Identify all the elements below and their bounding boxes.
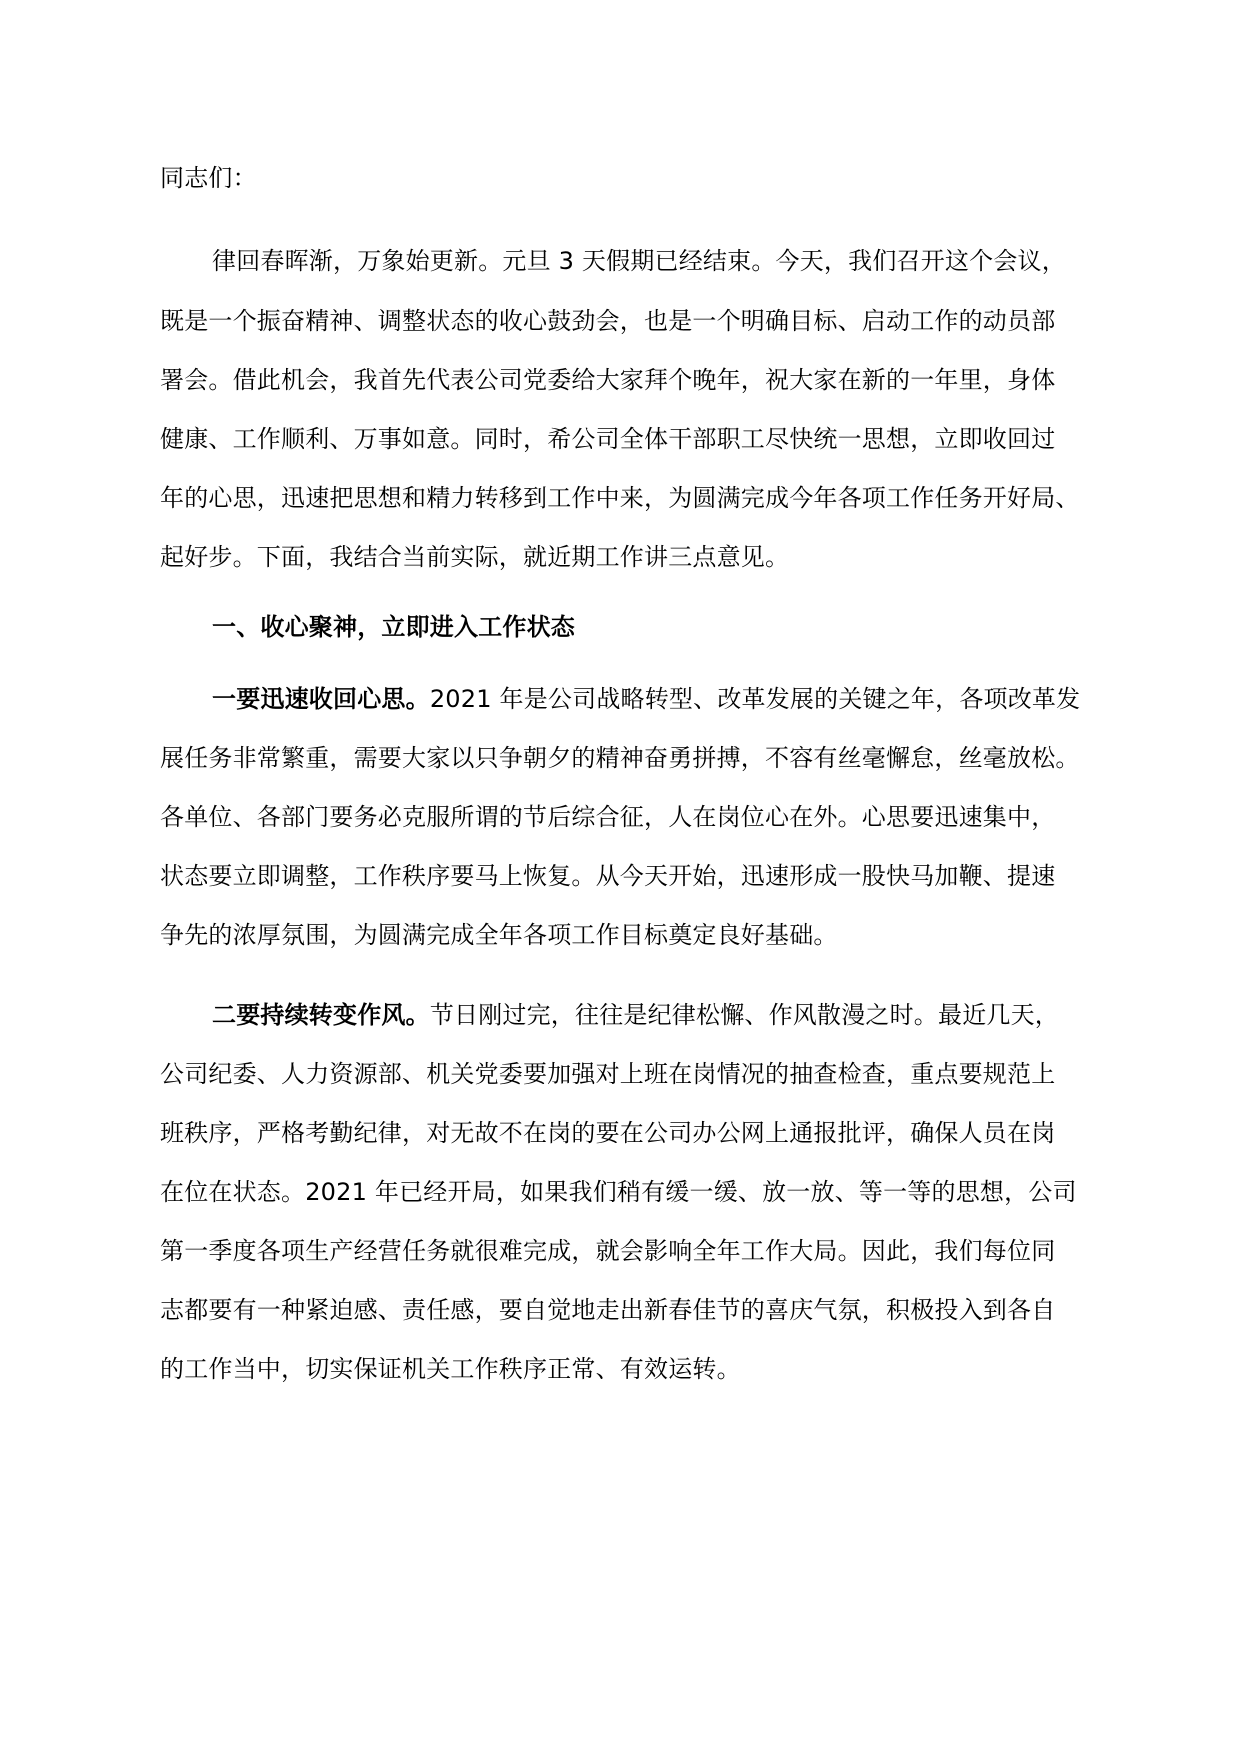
point1-first-line <box>212 684 1080 714</box>
point1-lead: 一要迅速收回心思。 <box>212 685 430 713</box>
point1-first-line-rest: 2021 年是公司战略转型、改革发展的关键之年，各项改革发 <box>429 685 1081 713</box>
point2-line-2: 公司纪委、人力资源部、机关党委要加强对上班在岗情况的抽查检查，重点要规范上 <box>160 1060 1056 1088</box>
salutation: 同志们： <box>160 164 257 192</box>
point2-line-4: 在位在状态。2021 年已经开局，如果我们稍有缓一缓、放一放、等一等的思想，公司 <box>160 1178 1077 1206</box>
intro-line-5: 年的心思，迅速把思想和精力转移到工作中来，为圆满完成今年各项工作任务开好局、 <box>160 484 1080 512</box>
point2-first-line-rest: 节日刚过完，往往是纪律松懈、作风散漫之时。最近几天， <box>429 1001 1060 1029</box>
intro-line-1: 律回春晖渐，万象始更新。元旦 3 天假期已经结束。今天，我们召开这个会议， <box>212 247 1066 275</box>
section-heading-1: 一、收心聚神，立即进入工作状态 <box>212 613 575 641</box>
point1-line-4: 状态要立即调整，工作秩序要马上恢复。从今天开始，迅速形成一股快马加鞭、提速 <box>160 862 1056 890</box>
intro-line-4: 健康、工作顺利、万事如意。同时，希公司全体干部职工尽快统一思想，立即收回过 <box>160 425 1056 453</box>
point2-line-7: 的工作当中，切实保证机关工作秩序正常、有效运转。 <box>160 1355 741 1383</box>
point1-line-2: 展任务非常繁重，需要大家以只争朝夕的精神奋勇拼搏，不容有丝毫懈怠，丝毫放松。 <box>160 744 1080 772</box>
point1-line-3: 各单位、各部门要务必克服所谓的节后综合征，人在岗位心在外。心思要迅速集中， <box>160 803 1056 831</box>
intro-line-2: 既是一个振奋精神、调整状态的收心鼓劲会，也是一个明确目标、启动工作的动员部 <box>160 307 1056 335</box>
point2-line-6: 志都要有一种紧迫感、责任感，要自觉地走出新春佳节的喜庆气氛，积极投入到各自 <box>160 1296 1056 1324</box>
point2-lead: 二要持续转变作风。 <box>212 1001 430 1029</box>
point2-line-5: 第一季度各项生产经营任务就很难完成，就会影响全年工作大局。因此，我们每位同 <box>160 1237 1056 1265</box>
point1-line-5: 争先的浓厚氛围，为圆满完成全年各项工作目标奠定良好基础。 <box>160 921 838 949</box>
point2-first-line <box>212 1000 1059 1030</box>
point2-line-3: 班秩序，严格考勤纪律，对无故不在岗的要在公司办公网上通报批评，确保人员在岗 <box>160 1119 1056 1147</box>
intro-line-3: 署会。借此机会，我首先代表公司党委给大家拜个晚年，祝大家在新的一年里，身体 <box>160 366 1056 394</box>
intro-line-6: 起好步。下面，我结合当前实际，就近期工作讲三点意见。 <box>160 543 790 571</box>
